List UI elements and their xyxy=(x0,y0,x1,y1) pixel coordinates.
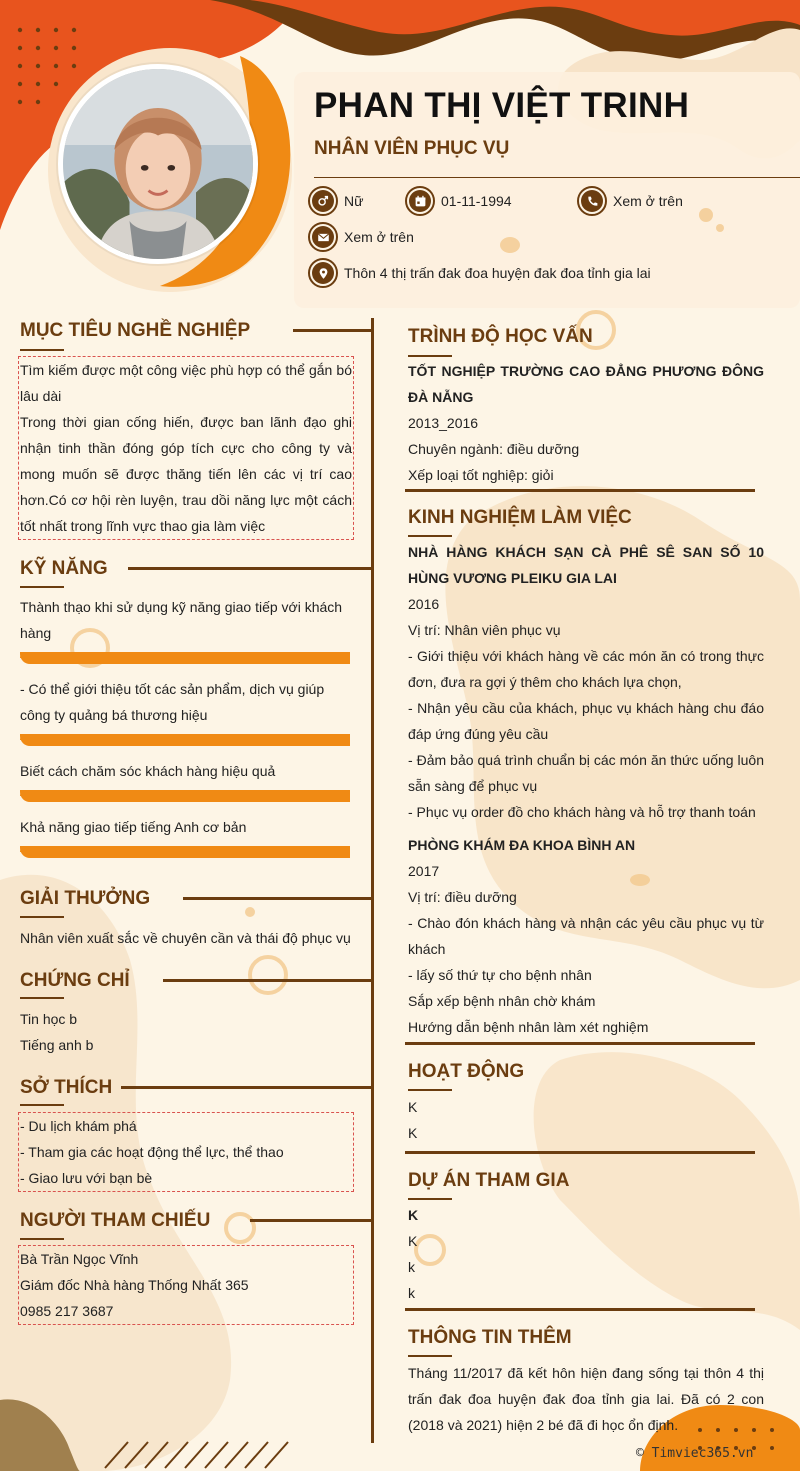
objective-line: Tìm kiếm được một công việc phù hợp có thể gắn bó lâu dài xyxy=(20,362,352,404)
job-year: 2016 xyxy=(408,596,440,612)
job-line: - Đảm bảo quá trình chuẩn bị các món ăn thức uống luôn sẵn sàng để phục vụ xyxy=(408,752,764,794)
hobby-item: - Du lịch khám phá xyxy=(20,1118,137,1134)
hobby-item: - Tham gia các hoạt động thể lực, thể thao xyxy=(20,1144,284,1160)
project-item: k xyxy=(408,1285,415,1301)
job-line: Vị trí: Nhân viên phục vụ xyxy=(408,622,561,638)
certificate-item: Tin học b xyxy=(20,1011,78,1027)
activities-rule xyxy=(405,1151,755,1154)
experience-title-underline xyxy=(408,535,452,537)
skill-item: Khả năng giao tiếp tiếng Anh cơ bản xyxy=(20,819,247,835)
education-grade: Xếp loại tốt nghiệp: giỏi xyxy=(408,467,554,483)
education-school: TỐT NGHIỆP TRƯỜNG CAO ĐẲNG PHƯƠNG ĐÔNG ĐÀ NẴNG xyxy=(408,363,764,405)
activity-item: K xyxy=(408,1099,418,1115)
certificates-list xyxy=(20,1006,350,1058)
reference-item: 0985 217 3687 xyxy=(20,1303,114,1319)
job-line: Vị trí: điều dưỡng xyxy=(408,889,517,905)
candidate-name: PHAN THỊ VIỆT TRINH xyxy=(314,86,690,125)
activities-title: HOẠT ĐỘNG xyxy=(408,1061,525,1082)
job-line: - Chào đón khách hàng và nhận các yêu cầu phục vụ từ khách xyxy=(408,915,764,957)
extra-title-underline xyxy=(408,1355,452,1357)
hobbies-title: SỞ THÍCH xyxy=(20,1077,113,1098)
job-line: Sắp xếp bệnh nhân chờ khám xyxy=(408,993,596,1009)
email-icon xyxy=(308,222,338,252)
objective-rule xyxy=(293,329,373,332)
reference-item: Bà Trần Ngọc Vĩnh xyxy=(20,1251,139,1267)
job-line: - Nhận yêu cầu của khách, phục vụ khách hàng chu đáo đáp ứng đúng yêu cầu xyxy=(408,700,764,742)
certificate-item: Tiếng anh b xyxy=(20,1037,94,1053)
avatar xyxy=(58,64,258,264)
gender-info xyxy=(308,186,363,216)
activities-title-underline xyxy=(408,1089,452,1091)
skill-item: - Có thể giới thiệu tốt các sản phẩm, dịch vụ giúp công ty quảng bá thương hiệu xyxy=(20,681,325,723)
candidate-position: NHÂN VIÊN PHỤC VỤ xyxy=(314,138,510,159)
certificates-rule xyxy=(163,979,373,982)
references-title-underline xyxy=(20,1238,64,1240)
email-value: Xem ở trên xyxy=(344,229,414,245)
skill-bar xyxy=(20,734,350,746)
address-info xyxy=(308,258,651,288)
awards-text: Nhân viên xuất sắc về chuyên cần và thái độ phục vụ xyxy=(20,930,351,946)
gender-icon xyxy=(308,186,338,216)
location-icon xyxy=(308,258,338,288)
header-divider xyxy=(314,177,800,178)
job-line: Hướng dẫn bệnh nhân làm xét nghiệm xyxy=(408,1019,649,1035)
job-line: - Phục vụ order đồ cho khách hàng và hỗ trợ thanh toán xyxy=(408,804,756,820)
gender-value: Nữ xyxy=(344,193,364,209)
phone-icon xyxy=(577,186,607,216)
hobbies-rule xyxy=(121,1086,373,1089)
certificates-title-underline xyxy=(20,997,64,999)
extra-title: THÔNG TIN THÊM xyxy=(408,1327,572,1348)
awards-title-underline xyxy=(20,916,64,918)
skill-bar xyxy=(20,846,350,858)
projects-rule xyxy=(405,1308,755,1311)
education-rule xyxy=(405,489,755,492)
objective-box xyxy=(18,356,354,540)
calendar-icon xyxy=(405,186,435,216)
experience-rule xyxy=(405,1042,755,1045)
activities-list xyxy=(408,1094,758,1146)
skill-bar xyxy=(20,652,350,664)
education-block xyxy=(408,358,764,488)
objective-line: Trong thời gian cống hiến, được ban lãnh đạo ghi nhận tinh thần đóng góp tích cực cho công ty và mong muốn sẽ được thăng tiến lên các vị trí cao hơn.Có cơ hội rèn luyện, trau dồi năng lực một cách tốt nhất trong lĩnh vực thao gia làm việc xyxy=(20,414,352,534)
education-period: 2013_2016 xyxy=(408,415,479,431)
email-info xyxy=(308,222,414,252)
birthday-value: 01-11-1994 xyxy=(441,193,512,209)
awards-title: GIẢI THƯỞNG xyxy=(20,888,151,909)
awards-rule xyxy=(183,897,373,900)
references-box xyxy=(18,1245,354,1325)
job-company: PHÒNG KHÁM ĐA KHOA BÌNH AN xyxy=(408,837,636,853)
reference-item: Giám đốc Nhà hàng Thống Nhất 365 xyxy=(20,1277,249,1293)
experience-job xyxy=(408,832,764,1040)
projects-title: DỰ ÁN THAM GIA xyxy=(408,1170,570,1191)
avatar-photo-placeholder xyxy=(63,69,253,259)
education-major: Chuyên ngành: điều dưỡng xyxy=(408,441,580,457)
skill-bar xyxy=(20,790,350,802)
birthday-info xyxy=(405,186,512,216)
hobby-item: - Giao lưu với bạn bè xyxy=(20,1170,153,1186)
objective-title-underline xyxy=(20,349,64,351)
phone-info xyxy=(577,186,683,216)
project-item: K xyxy=(408,1233,418,1249)
skills-rule xyxy=(128,567,373,570)
job-line: - lấy số thứ tự cho bệnh nhân xyxy=(408,967,592,983)
education-title-underline xyxy=(408,355,452,357)
activity-item: K xyxy=(408,1125,418,1141)
phone-value: Xem ở trên xyxy=(613,193,683,209)
experience-title: KINH NGHIỆM LÀM VIỆC xyxy=(408,507,632,528)
column-divider xyxy=(371,318,374,1443)
skill-item: Thành thạo khi sử dụng kỹ năng giao tiếp với khách hàng xyxy=(20,599,343,641)
job-company: NHÀ HÀNG KHÁCH SẠN CÀ PHÊ SÊ SAN SỐ 10 HÙNG VƯƠNG PLEIKU GIA LAI xyxy=(408,544,764,586)
extra-text: Tháng 11/2017 đã kết hôn hiện đang sống tại thôn 4 thị trấn đak đoa huyện đak đoa tỉnh gia lai. Đã có 2 con (2018 và 2021) hiện 2 bé đã đi học ổn định. xyxy=(408,1365,764,1433)
address-value: Thôn 4 thị trấn đak đoa huyện đak đoa tỉnh gia lai xyxy=(344,265,651,281)
skill-item: Biết cách chăm sóc khách hàng hiệu quả xyxy=(20,763,276,779)
objective-title: MỤC TIÊU NGHỀ NGHIỆP xyxy=(20,320,251,341)
certificates-title: CHỨNG CHỈ xyxy=(20,970,130,991)
skills-title: KỸ NĂNG xyxy=(20,558,108,579)
projects-title-underline xyxy=(408,1198,452,1200)
experience-job xyxy=(408,539,764,825)
hobbies-box xyxy=(18,1112,354,1192)
job-year: 2017 xyxy=(408,863,440,879)
project-item: k xyxy=(408,1259,415,1275)
watermark: © Timviec365.vn xyxy=(636,1446,754,1461)
references-title: NGƯỜI THAM CHIẾU xyxy=(20,1210,211,1231)
projects-list xyxy=(408,1202,758,1306)
education-title: TRÌNH ĐỘ HỌC VẤN xyxy=(408,326,593,347)
references-rule xyxy=(250,1219,373,1222)
project-item: K xyxy=(408,1207,419,1223)
skills-title-underline xyxy=(20,586,64,588)
hobbies-title-underline xyxy=(20,1104,64,1106)
job-line: - Giới thiệu với khách hàng về các món ăn có trong thực đơn, đưa ra gợi ý thêm cho khách lựa chọn, xyxy=(408,648,764,690)
